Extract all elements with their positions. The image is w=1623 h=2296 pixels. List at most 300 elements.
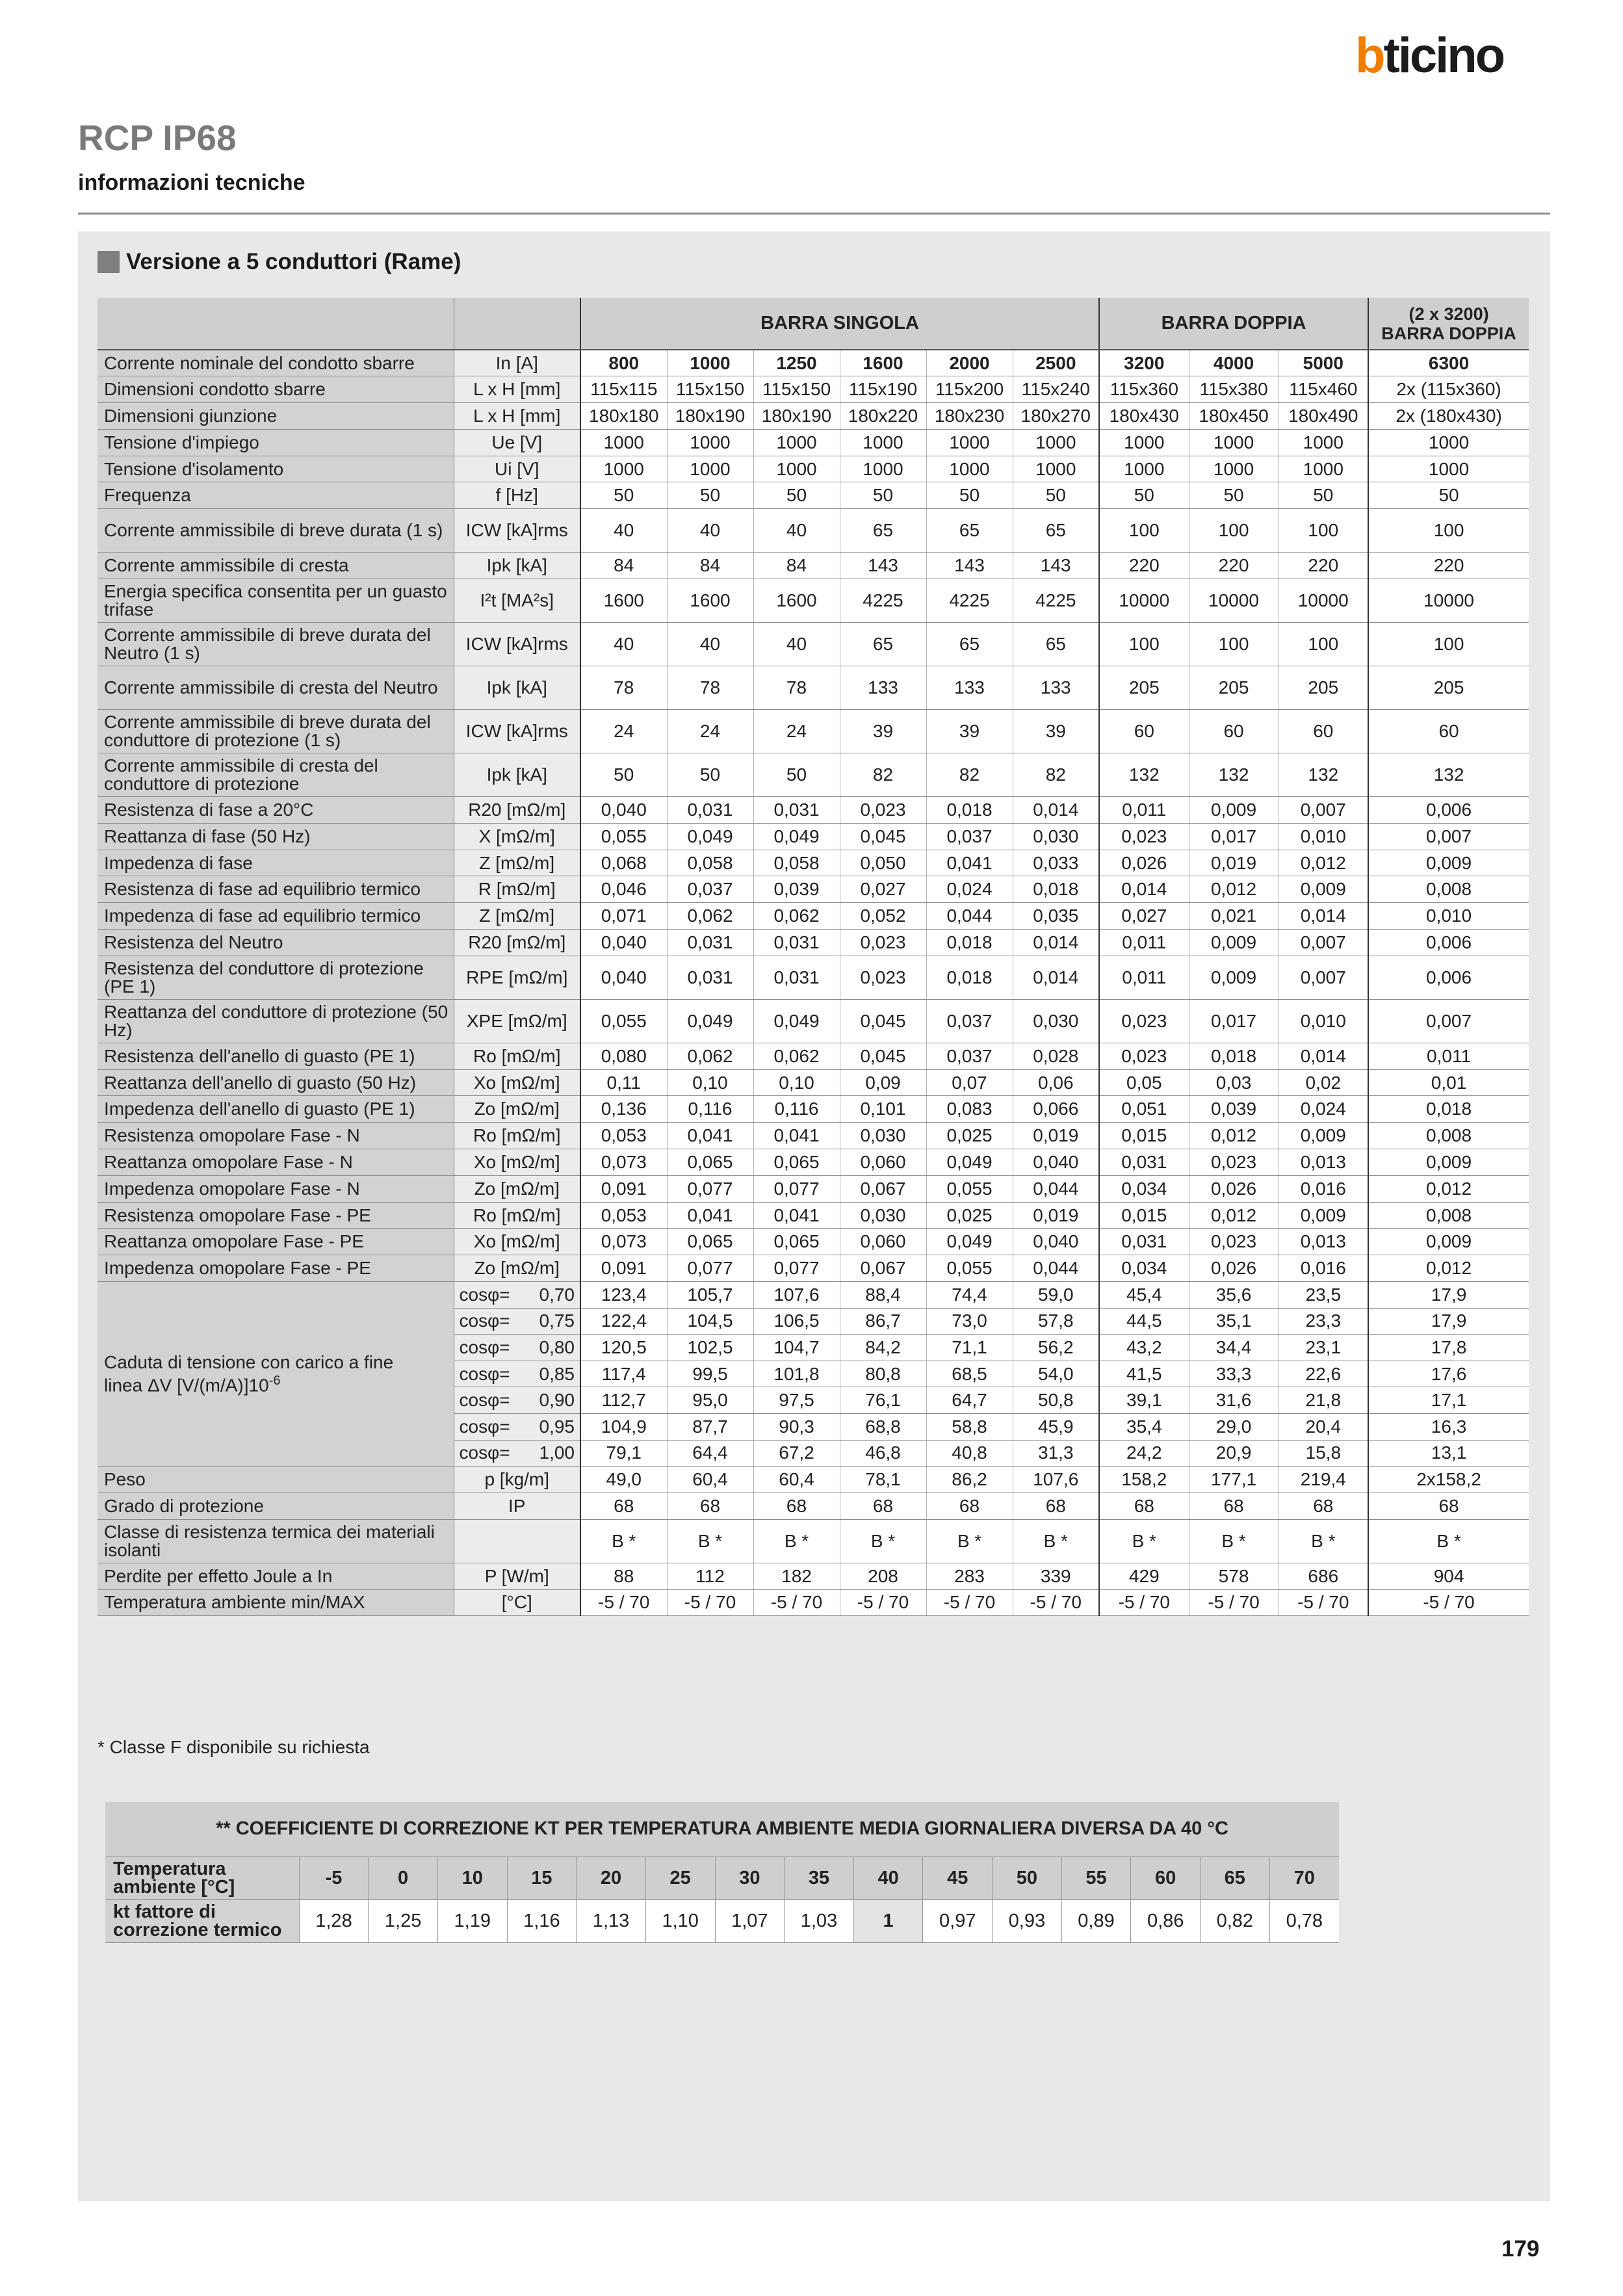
value-cell: 0,014 — [1013, 797, 1099, 824]
row-unit: X [mΩ/m] — [454, 823, 580, 850]
value-cell: 78 — [580, 666, 667, 710]
cos-phi-value: 0,85 — [539, 1363, 575, 1384]
correction-factor-table — [105, 1802, 1339, 1943]
row-label: Dimensioni condotto sbarre — [97, 376, 454, 403]
factor-cell: 1,10 — [645, 1899, 715, 1942]
value-cell: 50 — [753, 482, 840, 509]
factor-cell: 1,07 — [715, 1899, 785, 1942]
value-cell: 100 — [1099, 509, 1189, 553]
value-cell: 88 — [580, 1563, 667, 1589]
value-cell: 0,053 — [580, 1123, 667, 1149]
value-cell: 0,077 — [753, 1175, 840, 1202]
row-unit: p [kg/m] — [454, 1467, 580, 1493]
value-cell: 0,037 — [667, 876, 753, 903]
value-cell: 68 — [580, 1493, 667, 1519]
cos-phi-cell — [454, 1414, 580, 1441]
value-cell: 132 — [1368, 753, 1529, 797]
value-cell: 78 — [667, 666, 753, 710]
value-cell: 115x360 — [1099, 376, 1189, 403]
voltage-drop-exponent: -6 — [268, 1373, 281, 1388]
row-label: Reattanza di fase (50 Hz) — [97, 823, 454, 850]
cos-phi-value: 0,90 — [539, 1390, 575, 1411]
value-cell: 68 — [1279, 1493, 1368, 1519]
value-cell: 0,044 — [1013, 1175, 1099, 1202]
row-unit: ICW [kA]rms — [454, 710, 580, 753]
value-cell: -5 / 70 — [580, 1589, 667, 1616]
header-blank — [97, 298, 454, 350]
value-cell: 34,4 — [1189, 1335, 1279, 1361]
value-cell: 86,2 — [926, 1467, 1013, 1493]
row-label: Reattanza omopolare Fase - N — [97, 1149, 454, 1176]
value-cell: 0,011 — [1099, 797, 1189, 824]
value-cell: B * — [580, 1519, 667, 1563]
factor-cell: 1,13 — [577, 1899, 646, 1942]
value-cell: 4225 — [926, 579, 1013, 623]
value-cell: 0,049 — [667, 999, 753, 1043]
value-cell: 0,030 — [1013, 823, 1099, 850]
value-cell: 50 — [1013, 482, 1099, 509]
value-cell: 0,012 — [1189, 1202, 1279, 1229]
value-cell: 0,073 — [580, 1229, 667, 1255]
value-cell: 68 — [840, 1493, 926, 1519]
value-cell: 0,009 — [1279, 1202, 1368, 1229]
cos-phi-prefix: cosφ= — [459, 1363, 510, 1384]
table-row — [97, 1229, 1529, 1255]
value-cell: 0,077 — [667, 1255, 753, 1282]
value-cell: -5 / 70 — [667, 1589, 753, 1616]
row-unit: L x H [mm] — [454, 376, 580, 403]
value-cell: 0,031 — [753, 930, 840, 956]
value-cell: 73,0 — [926, 1308, 1013, 1335]
cos-phi-cell — [454, 1335, 580, 1361]
value-cell: 87,7 — [667, 1414, 753, 1441]
row-unit: Zo [mΩ/m] — [454, 1096, 580, 1123]
value-cell: 10000 — [1099, 579, 1189, 623]
value-cell: 0,018 — [1013, 876, 1099, 903]
row-unit: Z [mΩ/m] — [454, 903, 580, 930]
value-cell: 23,1 — [1279, 1335, 1368, 1361]
value-cell: 78,1 — [840, 1467, 926, 1493]
value-cell: 50 — [753, 753, 840, 797]
value-cell: 50 — [840, 482, 926, 509]
table-row — [97, 1202, 1529, 1229]
factor-cell: 1,25 — [369, 1899, 438, 1942]
value-cell: 133 — [840, 666, 926, 710]
value-cell: 0,031 — [1099, 1229, 1189, 1255]
value-cell: 100 — [1189, 509, 1279, 553]
table-row — [97, 666, 1529, 710]
value-cell: 1000 — [840, 429, 926, 456]
value-cell: 0,023 — [840, 956, 926, 999]
row-label: Corrente ammissibile di cresta del Neutro — [97, 666, 454, 710]
value-cell: 1000 — [1279, 429, 1368, 456]
value-cell: 0,040 — [1013, 1229, 1099, 1255]
value-cell: 0,041 — [667, 1202, 753, 1229]
value-cell: 31,3 — [1013, 1440, 1099, 1467]
value-cell: 115x240 — [1013, 376, 1099, 403]
value-cell: 0,045 — [840, 999, 926, 1043]
temperature-cell: 30 — [715, 1857, 785, 1899]
value-cell: 0,09 — [840, 1069, 926, 1096]
row-label: Resistenza omopolare Fase - N — [97, 1123, 454, 1149]
value-cell: 0,065 — [753, 1229, 840, 1255]
value-cell: 50 — [580, 753, 667, 797]
value-cell: 22,6 — [1279, 1361, 1368, 1387]
value-cell: 0,040 — [580, 797, 667, 824]
value-cell: 68 — [926, 1493, 1013, 1519]
value-cell: 0,116 — [667, 1096, 753, 1123]
value-cell: 180x230 — [926, 403, 1013, 430]
row-label: Reattanza dell'anello di guasto (50 Hz) — [97, 1069, 454, 1096]
value-cell: 339 — [1013, 1563, 1099, 1589]
value-cell: 0,016 — [1279, 1175, 1368, 1202]
value-cell: 132 — [1279, 753, 1368, 797]
value-cell: 0,023 — [1189, 1149, 1279, 1176]
value-cell: 0,006 — [1368, 797, 1529, 824]
row-unit: Ipk [kA] — [454, 553, 580, 579]
value-cell: 4000 — [1189, 350, 1279, 376]
voltage-drop-label — [97, 1282, 454, 1467]
temperature-cell: 65 — [1200, 1857, 1269, 1899]
value-cell: 180x490 — [1279, 403, 1368, 430]
value-cell: 0,012 — [1368, 1255, 1529, 1282]
value-cell: B * — [1279, 1519, 1368, 1563]
value-cell: 2x (115x360) — [1368, 376, 1529, 403]
value-cell: 68,8 — [840, 1414, 926, 1441]
value-cell: 0,040 — [580, 930, 667, 956]
row-label: Corrente nominale del condotto sbarre — [97, 350, 454, 376]
value-cell: 0,067 — [840, 1175, 926, 1202]
value-cell: 0,023 — [1099, 1043, 1189, 1069]
value-cell: 99,5 — [667, 1361, 753, 1387]
section-header — [97, 246, 461, 278]
value-cell: 1000 — [667, 456, 753, 482]
value-cell: 220 — [1189, 553, 1279, 579]
value-cell: 68 — [1368, 1493, 1529, 1519]
value-cell: -5 / 70 — [1279, 1589, 1368, 1616]
cos-phi-prefix: cosφ= — [459, 1311, 510, 1331]
table-row — [97, 850, 1529, 876]
row-unit: Z [mΩ/m] — [454, 850, 580, 876]
value-cell: 68 — [1099, 1493, 1189, 1519]
value-cell: 41,5 — [1099, 1361, 1189, 1387]
value-cell: 0,044 — [926, 903, 1013, 930]
value-cell: 0,030 — [1013, 999, 1099, 1043]
value-cell: 39 — [840, 710, 926, 753]
row-unit: L x H [mm] — [454, 403, 580, 430]
temperature-cell: 35 — [785, 1857, 854, 1899]
value-cell: 0,060 — [840, 1149, 926, 1176]
cos-phi-cell — [454, 1361, 580, 1387]
value-cell: B * — [1189, 1519, 1279, 1563]
cos-phi-prefix: cosφ= — [459, 1284, 510, 1305]
cos-phi-prefix: cosφ= — [459, 1390, 510, 1411]
value-cell: 115x460 — [1279, 376, 1368, 403]
table-row — [97, 456, 1529, 482]
value-cell: 0,012 — [1189, 1123, 1279, 1149]
value-cell: 1000 — [667, 429, 753, 456]
row-unit: Xo [mΩ/m] — [454, 1069, 580, 1096]
value-cell: 1000 — [1013, 456, 1099, 482]
row-label: Resistenza omopolare Fase - PE — [97, 1202, 454, 1229]
value-cell: 115x150 — [667, 376, 753, 403]
temperature-cell: 40 — [853, 1857, 923, 1899]
value-cell: 1000 — [1279, 456, 1368, 482]
value-cell: -5 / 70 — [1189, 1589, 1279, 1616]
value-cell: 0,058 — [753, 850, 840, 876]
value-cell: 0,012 — [1368, 1175, 1529, 1202]
row-unit: Xo [mΩ/m] — [454, 1149, 580, 1176]
value-cell: 40 — [580, 509, 667, 553]
temperature-cell: 25 — [645, 1857, 715, 1899]
value-cell: 23,3 — [1279, 1308, 1368, 1335]
value-cell: 0,024 — [1279, 1096, 1368, 1123]
table-row — [97, 956, 1529, 999]
value-cell: 39,1 — [1099, 1387, 1189, 1414]
value-cell: 0,023 — [1189, 1229, 1279, 1255]
table-row — [97, 1096, 1529, 1123]
value-cell: -5 / 70 — [1099, 1589, 1189, 1616]
row-unit: Ro [mΩ/m] — [454, 1123, 580, 1149]
value-cell: 115x190 — [840, 376, 926, 403]
row-label: Corrente ammissibile di cresta — [97, 553, 454, 579]
table-row — [97, 429, 1529, 456]
row-label: Impedenza omopolare Fase - PE — [97, 1255, 454, 1282]
row-unit: Ro [mΩ/m] — [454, 1202, 580, 1229]
group-single-bar: BARRA SINGOLA — [580, 298, 1099, 350]
value-cell: 0,008 — [1368, 1123, 1529, 1149]
value-cell: 90,3 — [753, 1414, 840, 1441]
value-cell: 100 — [1279, 623, 1368, 666]
value-cell: 0,068 — [580, 850, 667, 876]
factor-cell: 1 — [853, 1899, 923, 1942]
value-cell: 84 — [580, 553, 667, 579]
value-cell: 100 — [1368, 509, 1529, 553]
value-cell: 904 — [1368, 1563, 1529, 1589]
row-label: Resistenza del Neutro — [97, 930, 454, 956]
value-cell: 0,010 — [1279, 823, 1368, 850]
row-label: Resistenza di fase ad equilibrio termico — [97, 876, 454, 903]
value-cell: 0,015 — [1099, 1202, 1189, 1229]
value-cell: 0,007 — [1368, 999, 1529, 1043]
value-cell: 0,024 — [926, 876, 1013, 903]
value-cell: 0,013 — [1279, 1149, 1368, 1176]
value-cell: 0,009 — [1368, 1229, 1529, 1255]
value-cell: 0,016 — [1279, 1255, 1368, 1282]
value-cell: 0,030 — [840, 1202, 926, 1229]
temperature-cell: 10 — [437, 1857, 507, 1899]
value-cell: 0,050 — [840, 850, 926, 876]
value-cell: 29,0 — [1189, 1414, 1279, 1441]
value-cell: 0,077 — [753, 1255, 840, 1282]
value-cell: 1600 — [667, 579, 753, 623]
table-row — [97, 903, 1529, 930]
value-cell: 0,012 — [1279, 850, 1368, 876]
value-cell: 4225 — [1013, 579, 1099, 623]
value-cell: -5 / 70 — [926, 1589, 1013, 1616]
value-cell: 88,4 — [840, 1282, 926, 1309]
value-cell: 0,091 — [580, 1175, 667, 1202]
row-unit: R20 [mΩ/m] — [454, 930, 580, 956]
value-cell: 35,1 — [1189, 1308, 1279, 1335]
temperature-cell: 0 — [369, 1857, 438, 1899]
value-cell: 112,7 — [580, 1387, 667, 1414]
value-cell: 0,037 — [926, 1043, 1013, 1069]
value-cell: 220 — [1368, 553, 1529, 579]
group-double-bar: BARRA DOPPIA — [1099, 298, 1368, 350]
value-cell: 0,018 — [926, 797, 1013, 824]
row-label: Corrente ammissibile di breve durata (1 s) — [97, 509, 454, 553]
value-cell: 429 — [1099, 1563, 1189, 1589]
value-cell: 16,3 — [1368, 1414, 1529, 1441]
row-unit: Zo [mΩ/m] — [454, 1175, 580, 1202]
value-cell: 1000 — [840, 456, 926, 482]
cos-phi-value: 1,00 — [539, 1442, 575, 1463]
value-cell: 1000 — [1368, 456, 1529, 482]
value-cell: 40 — [753, 509, 840, 553]
row-label: Impedenza di fase — [97, 850, 454, 876]
value-cell: 3200 — [1099, 350, 1189, 376]
value-cell: 104,7 — [753, 1335, 840, 1361]
value-cell: 84,2 — [840, 1335, 926, 1361]
value-cell: 35,6 — [1189, 1282, 1279, 1309]
value-cell: 0,023 — [1099, 823, 1189, 850]
value-cell: 0,018 — [1189, 1043, 1279, 1069]
value-cell: 0,010 — [1279, 999, 1368, 1043]
row-unit: Ipk [kA] — [454, 753, 580, 797]
value-cell: 0,065 — [753, 1149, 840, 1176]
value-cell: 0,017 — [1189, 823, 1279, 850]
value-cell: 0,030 — [840, 1123, 926, 1149]
value-cell: 84 — [667, 553, 753, 579]
temperature-cell: 70 — [1269, 1857, 1339, 1899]
value-cell: 0,071 — [580, 903, 667, 930]
value-cell: 0,007 — [1279, 956, 1368, 999]
value-cell: 0,044 — [1013, 1255, 1099, 1282]
value-cell: 208 — [840, 1563, 926, 1589]
value-cell: 0,019 — [1013, 1123, 1099, 1149]
value-cell: 0,062 — [667, 903, 753, 930]
value-cell: 45,9 — [1013, 1414, 1099, 1441]
temperature-cell: 15 — [507, 1857, 577, 1899]
value-cell: 0,073 — [580, 1149, 667, 1176]
value-cell: 0,025 — [926, 1123, 1013, 1149]
value-cell: 80,8 — [840, 1361, 926, 1387]
value-cell: 0,05 — [1099, 1069, 1189, 1096]
table-row — [97, 350, 1529, 376]
value-cell: 686 — [1279, 1563, 1368, 1589]
value-cell: 0,10 — [753, 1069, 840, 1096]
voltage-drop-label-line1: Caduta di tensione con carico a fine — [104, 1351, 394, 1372]
value-cell: 578 — [1189, 1563, 1279, 1589]
value-cell: 15,8 — [1279, 1440, 1368, 1467]
value-cell: 105,7 — [667, 1282, 753, 1309]
value-cell: B * — [667, 1519, 753, 1563]
temperature-cell: 60 — [1131, 1857, 1201, 1899]
value-cell: 0,019 — [1189, 850, 1279, 876]
value-cell: 0,053 — [580, 1202, 667, 1229]
value-cell: 1000 — [580, 429, 667, 456]
value-cell: 0,062 — [753, 1043, 840, 1069]
row-label: Resistenza del conduttore di protezione (PE 1) — [97, 956, 454, 999]
table-row — [97, 876, 1529, 903]
value-cell: 39 — [1013, 710, 1099, 753]
value-cell: 132 — [1189, 753, 1279, 797]
value-cell: 2x (180x430) — [1368, 403, 1529, 430]
cos-phi-cell — [454, 1308, 580, 1335]
value-cell: 1250 — [753, 350, 840, 376]
value-cell: 1000 — [667, 350, 753, 376]
value-cell: 0,014 — [1013, 930, 1099, 956]
value-cell: 0,018 — [926, 930, 1013, 956]
value-cell: 40 — [667, 509, 753, 553]
value-cell: 0,026 — [1189, 1175, 1279, 1202]
value-cell: 0,021 — [1189, 903, 1279, 930]
cos-phi-value: 0,70 — [539, 1284, 575, 1305]
value-cell: 0,007 — [1279, 797, 1368, 824]
value-cell: 97,5 — [753, 1387, 840, 1414]
value-cell: 0,031 — [667, 797, 753, 824]
value-cell: 17,8 — [1368, 1335, 1529, 1361]
table-row — [97, 753, 1529, 797]
value-cell: 0,045 — [840, 1043, 926, 1069]
cos-phi-cell — [454, 1440, 580, 1467]
value-cell: 10000 — [1368, 579, 1529, 623]
row-label: Dimensioni giunzione — [97, 403, 454, 430]
value-cell: 0,052 — [840, 903, 926, 930]
value-cell: 0,014 — [1099, 876, 1189, 903]
value-cell: 58,8 — [926, 1414, 1013, 1441]
factor-cell: 0,78 — [1269, 1899, 1339, 1942]
temperature-label: Temperatura ambiente [°C] — [105, 1857, 299, 1899]
value-cell: 115x115 — [580, 376, 667, 403]
value-cell: 79,1 — [580, 1440, 667, 1467]
value-cell: B * — [753, 1519, 840, 1563]
row-label: Corrente ammissibile di breve durata del Neutro (1 s) — [97, 623, 454, 666]
value-cell: 2000 — [926, 350, 1013, 376]
value-cell: 0,041 — [926, 850, 1013, 876]
value-cell: 182 — [753, 1563, 840, 1589]
factor-cell: 1,03 — [785, 1899, 854, 1942]
value-cell: -5 / 70 — [1368, 1589, 1529, 1616]
value-cell: -5 / 70 — [1013, 1589, 1099, 1616]
row-label: Tensione d'isolamento — [97, 456, 454, 482]
value-cell: 0,062 — [753, 903, 840, 930]
value-cell: 65 — [1013, 509, 1099, 553]
value-cell: 0,049 — [753, 823, 840, 850]
value-cell: 0,013 — [1279, 1229, 1368, 1255]
value-cell: 0,049 — [753, 999, 840, 1043]
value-cell: 100 — [1099, 623, 1189, 666]
value-cell: 65 — [926, 509, 1013, 553]
value-cell: 0,040 — [580, 956, 667, 999]
value-cell: 6300 — [1368, 350, 1529, 376]
value-cell: 0,034 — [1099, 1255, 1189, 1282]
value-cell: 68 — [1189, 1493, 1279, 1519]
value-cell: 68 — [1013, 1493, 1099, 1519]
row-unit: [°C] — [454, 1589, 580, 1616]
row-unit: RPE [mΩ/m] — [454, 956, 580, 999]
value-cell: 60 — [1099, 710, 1189, 753]
value-cell: 123,4 — [580, 1282, 667, 1309]
value-cell: 60,4 — [753, 1467, 840, 1493]
value-cell: 143 — [840, 553, 926, 579]
value-cell: 86,7 — [840, 1308, 926, 1335]
value-cell: 65 — [840, 623, 926, 666]
value-cell: 35,4 — [1099, 1414, 1189, 1441]
voltage-drop-row — [97, 1282, 1529, 1309]
table-row — [97, 797, 1529, 824]
